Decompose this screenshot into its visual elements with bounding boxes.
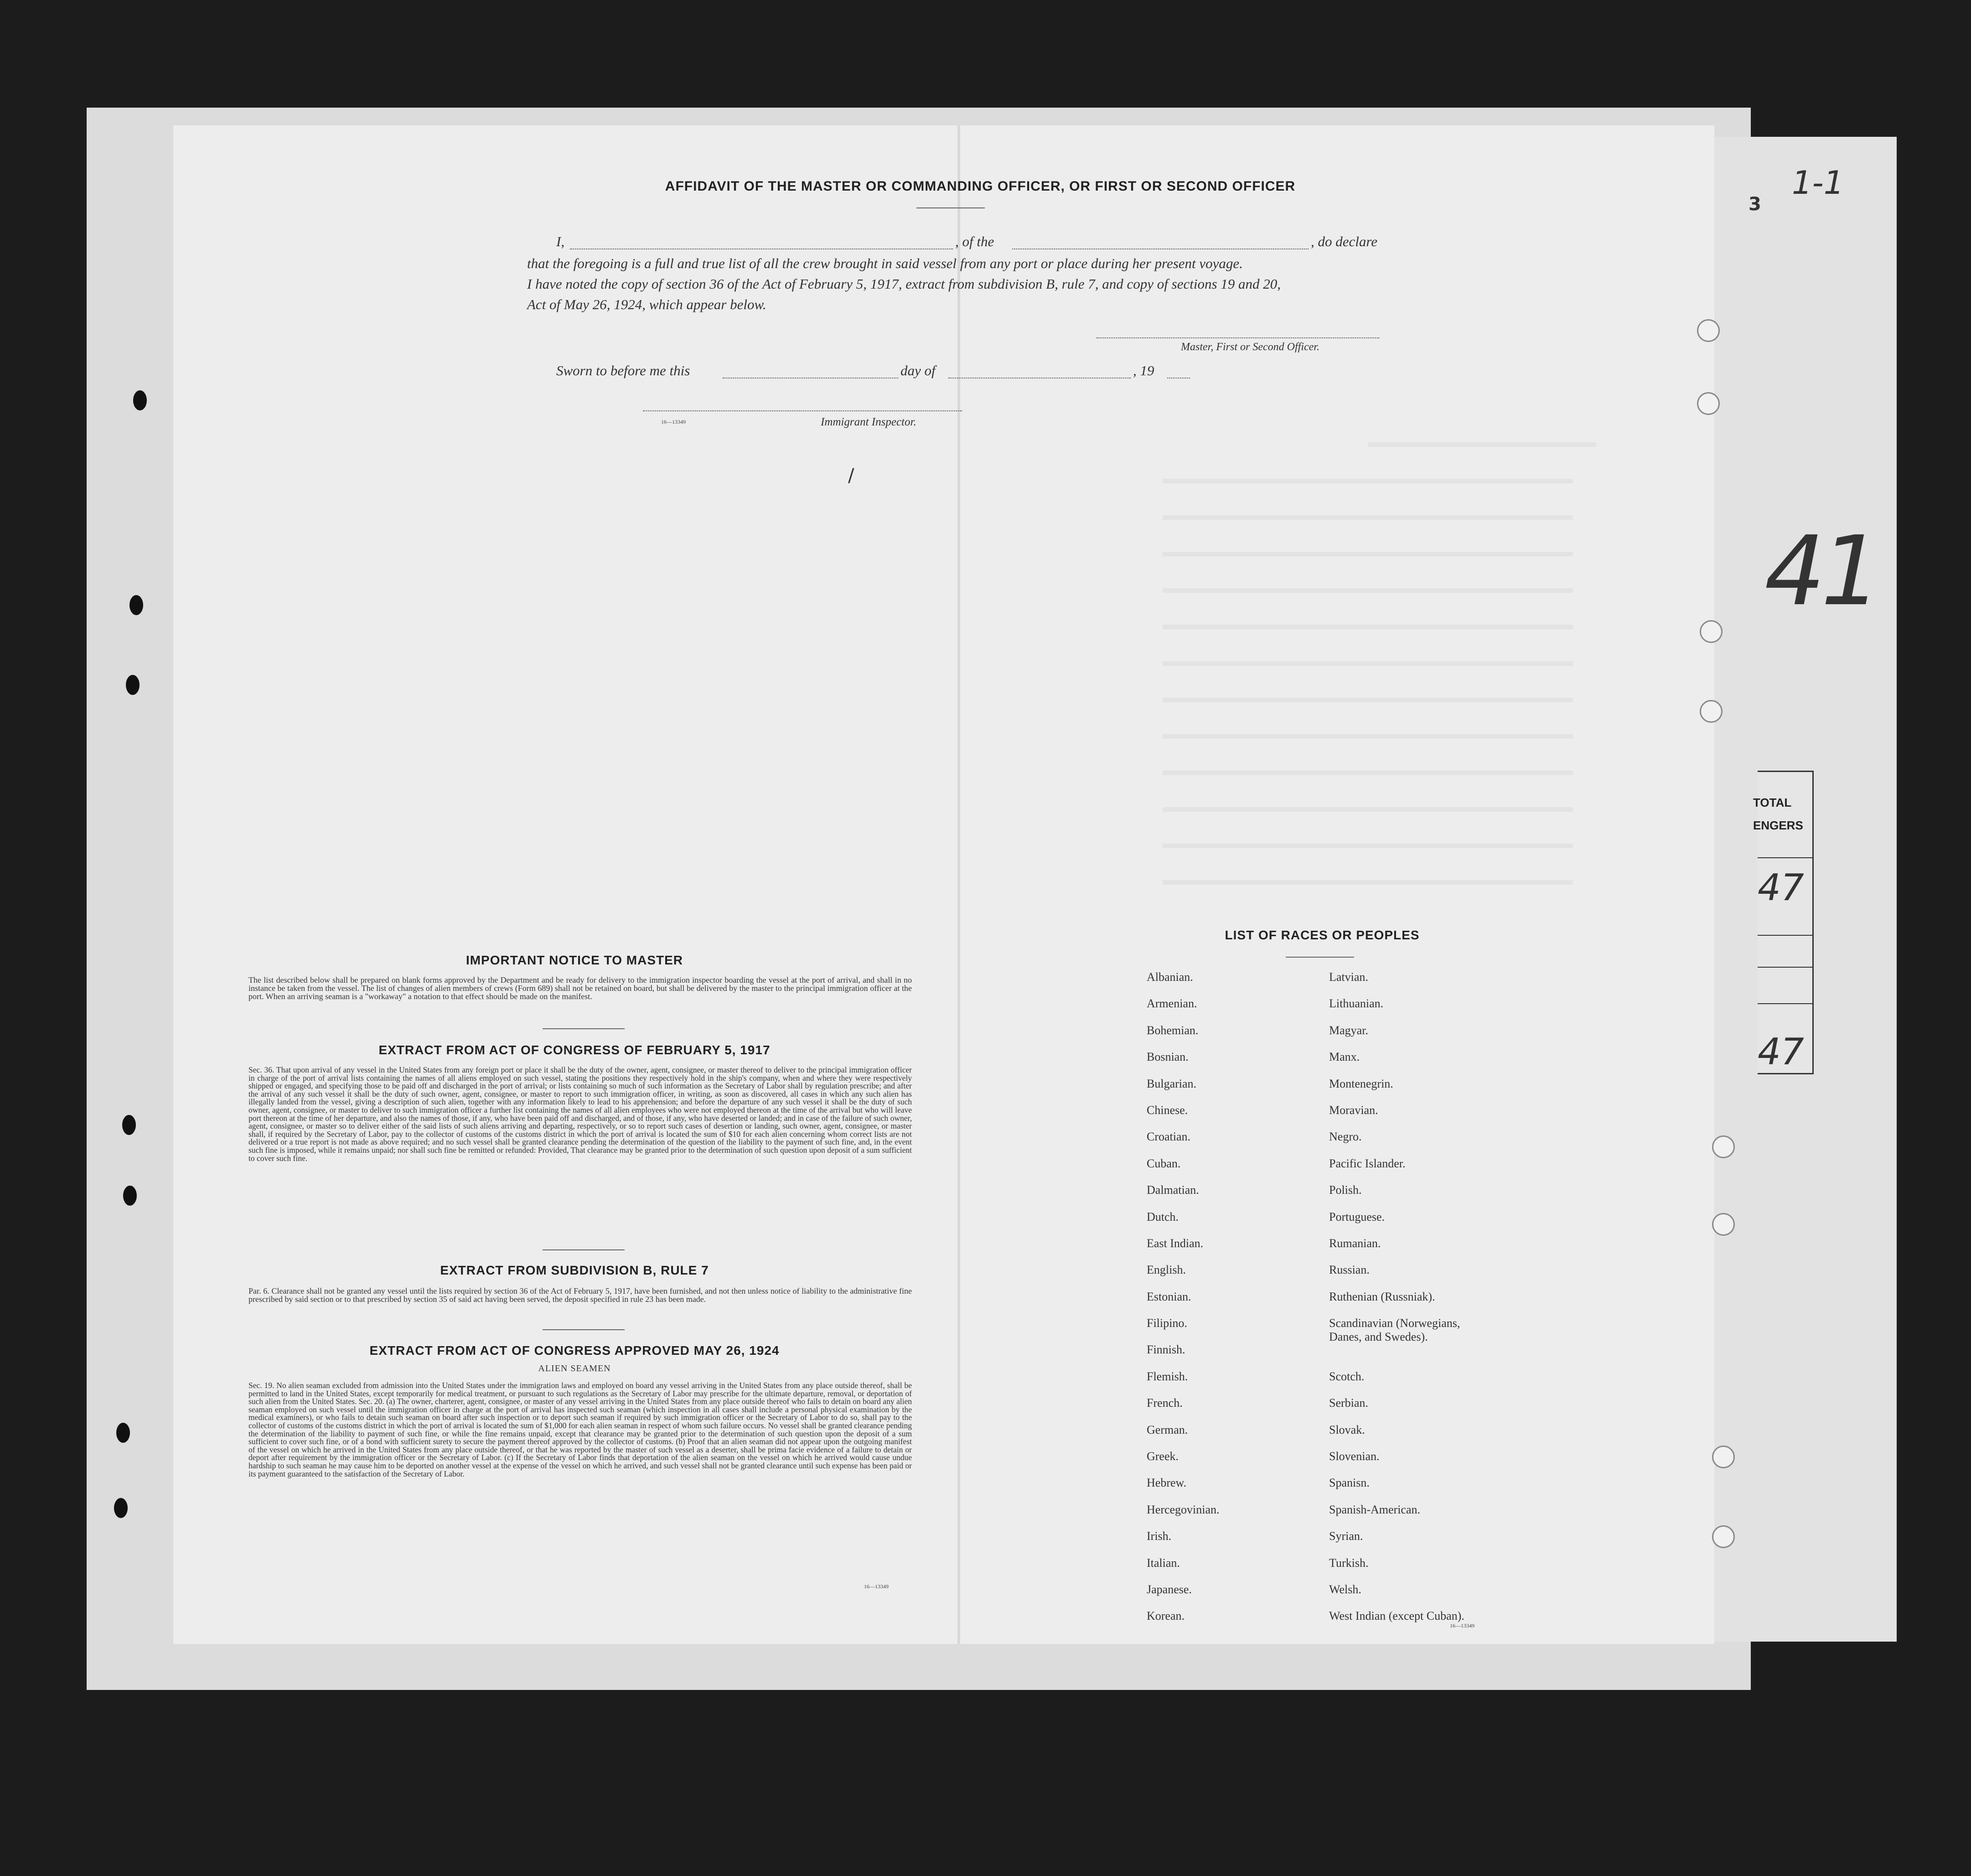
races-column-1 [1147,970,1220,1636]
extract-1924-subtitle: ALIEN SEAMEN [538,1363,611,1373]
race-item: Flemish. [1147,1369,1188,1383]
race-item: East Indian. [1147,1236,1204,1250]
race-item: Hebrew. [1147,1476,1187,1490]
stamp-value: 47 [1758,1031,1804,1073]
divider [543,1249,625,1250]
race-item: Turkish. [1329,1556,1369,1570]
race-item: Slovak. [1329,1423,1365,1436]
race-item: Rumanian. [1329,1236,1381,1250]
race-item: Manx. [1329,1050,1360,1064]
affidavit-line3: I have noted the copy of section 36 of the Act of February 5, 1917, extract from subdivision B, rule 7, and copy of sections 19 and 20, [527,276,1281,292]
race-item: German. [1147,1423,1188,1436]
race-item: Irish. [1147,1529,1172,1543]
binder-hole [123,1186,137,1206]
race-item: Lithuanian. [1329,997,1384,1011]
race-item: Montenegrin. [1329,1077,1393,1090]
ghost-text [1163,552,1573,556]
race-item: Japanese. [1147,1582,1192,1596]
race-item: Portuguese. [1329,1210,1385,1223]
race-item: Polish. [1329,1183,1362,1197]
stamp-label: TOTAL [1753,796,1792,809]
handwritten-note: 1-1 [1792,164,1844,202]
race-item: Cuban. [1147,1156,1181,1170]
races-title: LIST OF RACES OR PEOPLES [1225,928,1420,942]
race-item: Magyar. [1329,1023,1368,1037]
divider [1286,957,1354,958]
divider [543,1028,625,1029]
race-item: West Indian (except Cuban). [1329,1609,1464,1623]
ghost-text [1163,880,1573,885]
extract-1917-title: EXTRACT FROM ACT OF CONGRESS OF FEBRUARY 5, 1917 [378,1043,771,1057]
ghost-text [1163,771,1573,775]
signature-blank[interactable] [1097,337,1379,338]
race-item: Serbian. [1329,1396,1368,1410]
race-item: Pacific Islander. [1329,1156,1406,1170]
stamp-value: 47 [1758,866,1804,909]
punch-hole [1700,620,1723,643]
punch-hole [1712,1135,1735,1158]
inspector-label: Immigrant Inspector. [821,416,916,428]
sworn-start: Sworn to before me this [556,363,690,378]
ghost-text [1163,661,1573,666]
race-item: Croatian. [1147,1130,1191,1144]
form-number: 16—13349 [661,419,686,425]
race-item: Syrian. [1329,1529,1363,1543]
race-item: Negro. [1329,1130,1362,1144]
affidavit-line1-end: , do declare [1311,233,1378,249]
ghost-text [1163,807,1573,812]
punch-hole [1697,392,1720,415]
ghost-text [1163,625,1573,629]
affidavit-line1-start: I, [556,233,565,249]
binder-hole [129,595,143,615]
punch-hole [1700,700,1723,723]
binder-hole [133,390,147,410]
race-item: Dutch. [1147,1210,1179,1223]
stamp-rule [1758,967,1812,968]
race-item: Dalmatian. [1147,1183,1199,1197]
notice-text: The list described below shall be prepared on blank forms approved by the Department and be ready for delivery to the immigration inspector boarding the vessel at the port of arrival, and shall in no instance be taken from the vessel. The list of changes of alien members of crews (Form 689) shall not be retained on board, but shall be delivered by the master to the principal immigration officer at the port. When an arriving seaman is a "workaway" a notation to that effect should be made on the manifest. [248,975,912,1001]
affidavit-line2: that the foregoing is a full and true list of all the crew brought in said vessel from any port or place during her present voyage. [527,255,1243,271]
race-item: Finnish. [1147,1343,1185,1357]
form-number: 16—13349 [864,1583,889,1590]
divider [543,1329,625,1330]
passenger-total-stamp [1758,771,1814,1074]
pen-mark: / [848,465,854,486]
race-item: French. [1147,1396,1183,1410]
stamp-rule [1758,857,1812,858]
race-item: Chinese. [1147,1103,1188,1117]
ghost-text [1163,515,1573,520]
race-item: Ruthenian (Russniak). [1329,1290,1435,1303]
extract-rule7-text: Par. 6. Clearance shall not be granted any vessel until the lists required by section 36 of the Act of February 5, 1917, have been furnished, and not then unless notice of liability to the administrative fine prescribed by said section or to that prescribed by section 35 of said act having been served, the deposit specified in rule 23 has been made. [248,1286,912,1304]
extract-1917-text: Sec. 36. That upon arrival of any vessel in the United States from any foreign port or place it shall be the duty of the owner, agent, consignee, or master thereof to deliver to the principal immigration officer in charge of the port of arrival lists containing the names of all aliens employed on such vessel, stating the positions they respectively hold in the ship's company, when and where they were respectively shipped or engaged, and specifying those to be paid off and discharged in the port of arrival; or lists containing so much of such information as the Secretary of Labor shall by regulation prescribe; and after the arrival of any such vessel it shall be the duty of such owner, agent, consignee, or master to report to such immigration officer, in writing, as soon as discovered, all cases in which any such alien has illegally landed from the vessel, giving a description of such alien, together with any information likely to lead to his apprehension; and before the departure of any such vessel it shall be the duty of such owner, agent, consignee, or master to deliver to such immigration officer a further list containing the names of all alien employees who were not employed thereon at the time of the arrival but who will leave port thereon at the time of her departure, and also the names of those, if any, who have been paid off and discharged, and of those, if any, who have deserted or landed; and in case of the failure of such owner, agent, consignee, or master so to deliver either of the said lists of such aliens arriving and departing, respectively, or so to report such cases of desertion or landing, such owner, agent, consignee, or master shall, if required by the Secretary of Labor, pay to the collector of customs of the customs district in which the port of arrival is located the sum of $10 for each alien concerning whom correct lists are not delivered or a true report is not made as above required; and no such vessel shall be granted clearance pending the determination of the question of the liability to the payment of such fine, and, in the event such fine is imposed, while it remains unpaid; nor shall such fine be remitted or refunded: Provided, That clearance may be granted prior to the determination of such question upon deposit of a sum sufficient to cover such fine. [248,1065,912,1163]
race-item: Bulgarian. [1147,1077,1197,1090]
notice-title: IMPORTANT NOTICE TO MASTER [466,953,683,967]
ghost-text [1368,442,1596,447]
race-item: Bohemian. [1147,1023,1199,1037]
stamp-label: ENGERS [1753,819,1803,832]
page-fold [957,125,960,1644]
affidavit-line4: Act of May 26, 1924, which appear below. [527,296,766,312]
inspector-blank[interactable] [643,410,962,411]
affidavit-line1-mid: , of the [955,233,994,249]
race-item: Spanish-American. [1329,1503,1421,1516]
punch-hole [1697,319,1720,342]
ghost-text [1163,734,1573,739]
punch-hole [1712,1525,1735,1548]
race-item: Hercegovinian. [1147,1503,1220,1516]
sworn-end: , 19 [1133,363,1154,378]
race-item: Estonian. [1147,1290,1191,1303]
race-item: Greek. [1147,1450,1179,1463]
race-item: Scotch. [1329,1369,1365,1383]
sworn-mid: day of [900,363,936,378]
stamp-rule [1758,935,1812,936]
binder-hole [114,1498,128,1518]
race-item: Armenian. [1147,997,1197,1011]
form-number: 16—13349 [1450,1622,1474,1629]
extract-1924-text: Sec. 19. No alien seaman excluded from admission into the United States under the immigration laws and employed on board any vessel arriving in the United States from any place outside thereof, shall be permitted to land in the United States, except temporarily for medical treatment, or pursuant to such regulations as the Secretary of Labor may prescribe for the ultimate departure, removal, or deportation of such alien from the United States. Sec. 20. (a) The owner, charterer, agent, consignee, or master of any vessel arriving in the United States from any place outside thereof who fails to detain on board any alien seaman employed on such vessel until the immigration officer in charge at the port of arrival has inspected such seaman (which inspection in all cases shall include a personal physical examination by the medical examiners), or who fails to detain such seaman on board after such inspection or to deport such seaman if required by such immigration officer or the Secretary of Labor to do so, shall pay to the collector of customs of the customs district in which the port of arrival is located the sum of $1,000 for each alien seaman in respect of whom such failure occurs. No vessel shall be granted clearance pending the determination of the liability to payment of such fine, or while the fine remains unpaid, except that clearance may be granted prior to the determination of such question upon the deposit of a sum sufficient to cover such fine, or of a bond with sufficient surety to secure the payment thereof approved by the collector of customs. (b) Proof that an alien seaman did not appear upon the outgoing manifest of the vessel on which he arrived in the United States from any place outside thereof, or that he was reported by the master of such vessel as a deserter, shall be prima facie evidence of a failure to detain or deport after requirement by the immigration officer or the Secretary of Labor. (c) If the Secretary of Labor finds that deportation of the alien seaman on the vessel on which he arrived would cause undue hardship to such seaman he may cause him to be deported on another vessel at the expense of the vessel on which he arrived, and such vessel shall not be granted clearance until such expense has been paid or its payment guaranteed to the satisfaction of the Secretary of Labor. [248,1381,912,1478]
binder-hole [116,1423,130,1443]
binder-hole [122,1115,136,1135]
race-item: Italian. [1147,1556,1180,1570]
race-item: Moravian. [1329,1103,1378,1117]
race-item: English. [1147,1263,1186,1277]
sheet-number: 3 [1749,194,1761,215]
ghost-text [1163,844,1573,848]
race-item: Latvian. [1329,970,1368,984]
punch-hole [1712,1213,1735,1236]
race-item: Russian. [1329,1263,1370,1277]
races-column-2 [1329,970,1464,1636]
binder-hole [126,675,140,695]
race-item: Filipino. [1147,1316,1187,1330]
ghost-text [1163,479,1573,483]
race-item: Spanisn. [1329,1476,1370,1490]
ghost-text [1163,698,1573,702]
extract-rule7-title: EXTRACT FROM SUBDIVISION B, RULE 7 [440,1263,709,1277]
race-item: Korean. [1147,1609,1185,1623]
handwritten-number: 41 [1764,515,1878,627]
stamp-rule [1758,1003,1812,1004]
race-item: Bosnian. [1147,1050,1189,1064]
race-item: Albanian. [1147,970,1193,984]
race-item: Welsh. [1329,1583,1361,1596]
race-item: Scandinavian (Norwegians, Danes, and Swedes). [1329,1316,1460,1344]
extract-1924-title: EXTRACT FROM ACT OF CONGRESS APPROVED MAY 26, 1924 [369,1343,780,1358]
divider [916,207,985,208]
affidavit-title: AFFIDAVIT OF THE MASTER OR COMMANDING OFFICER, OR FIRST OR SECOND OFFICER [665,179,1296,194]
signature-label: Master, First or Second Officer. [1181,341,1319,353]
race-item: Slovenian. [1329,1450,1380,1463]
punch-hole [1712,1446,1735,1468]
ghost-text [1163,588,1573,593]
